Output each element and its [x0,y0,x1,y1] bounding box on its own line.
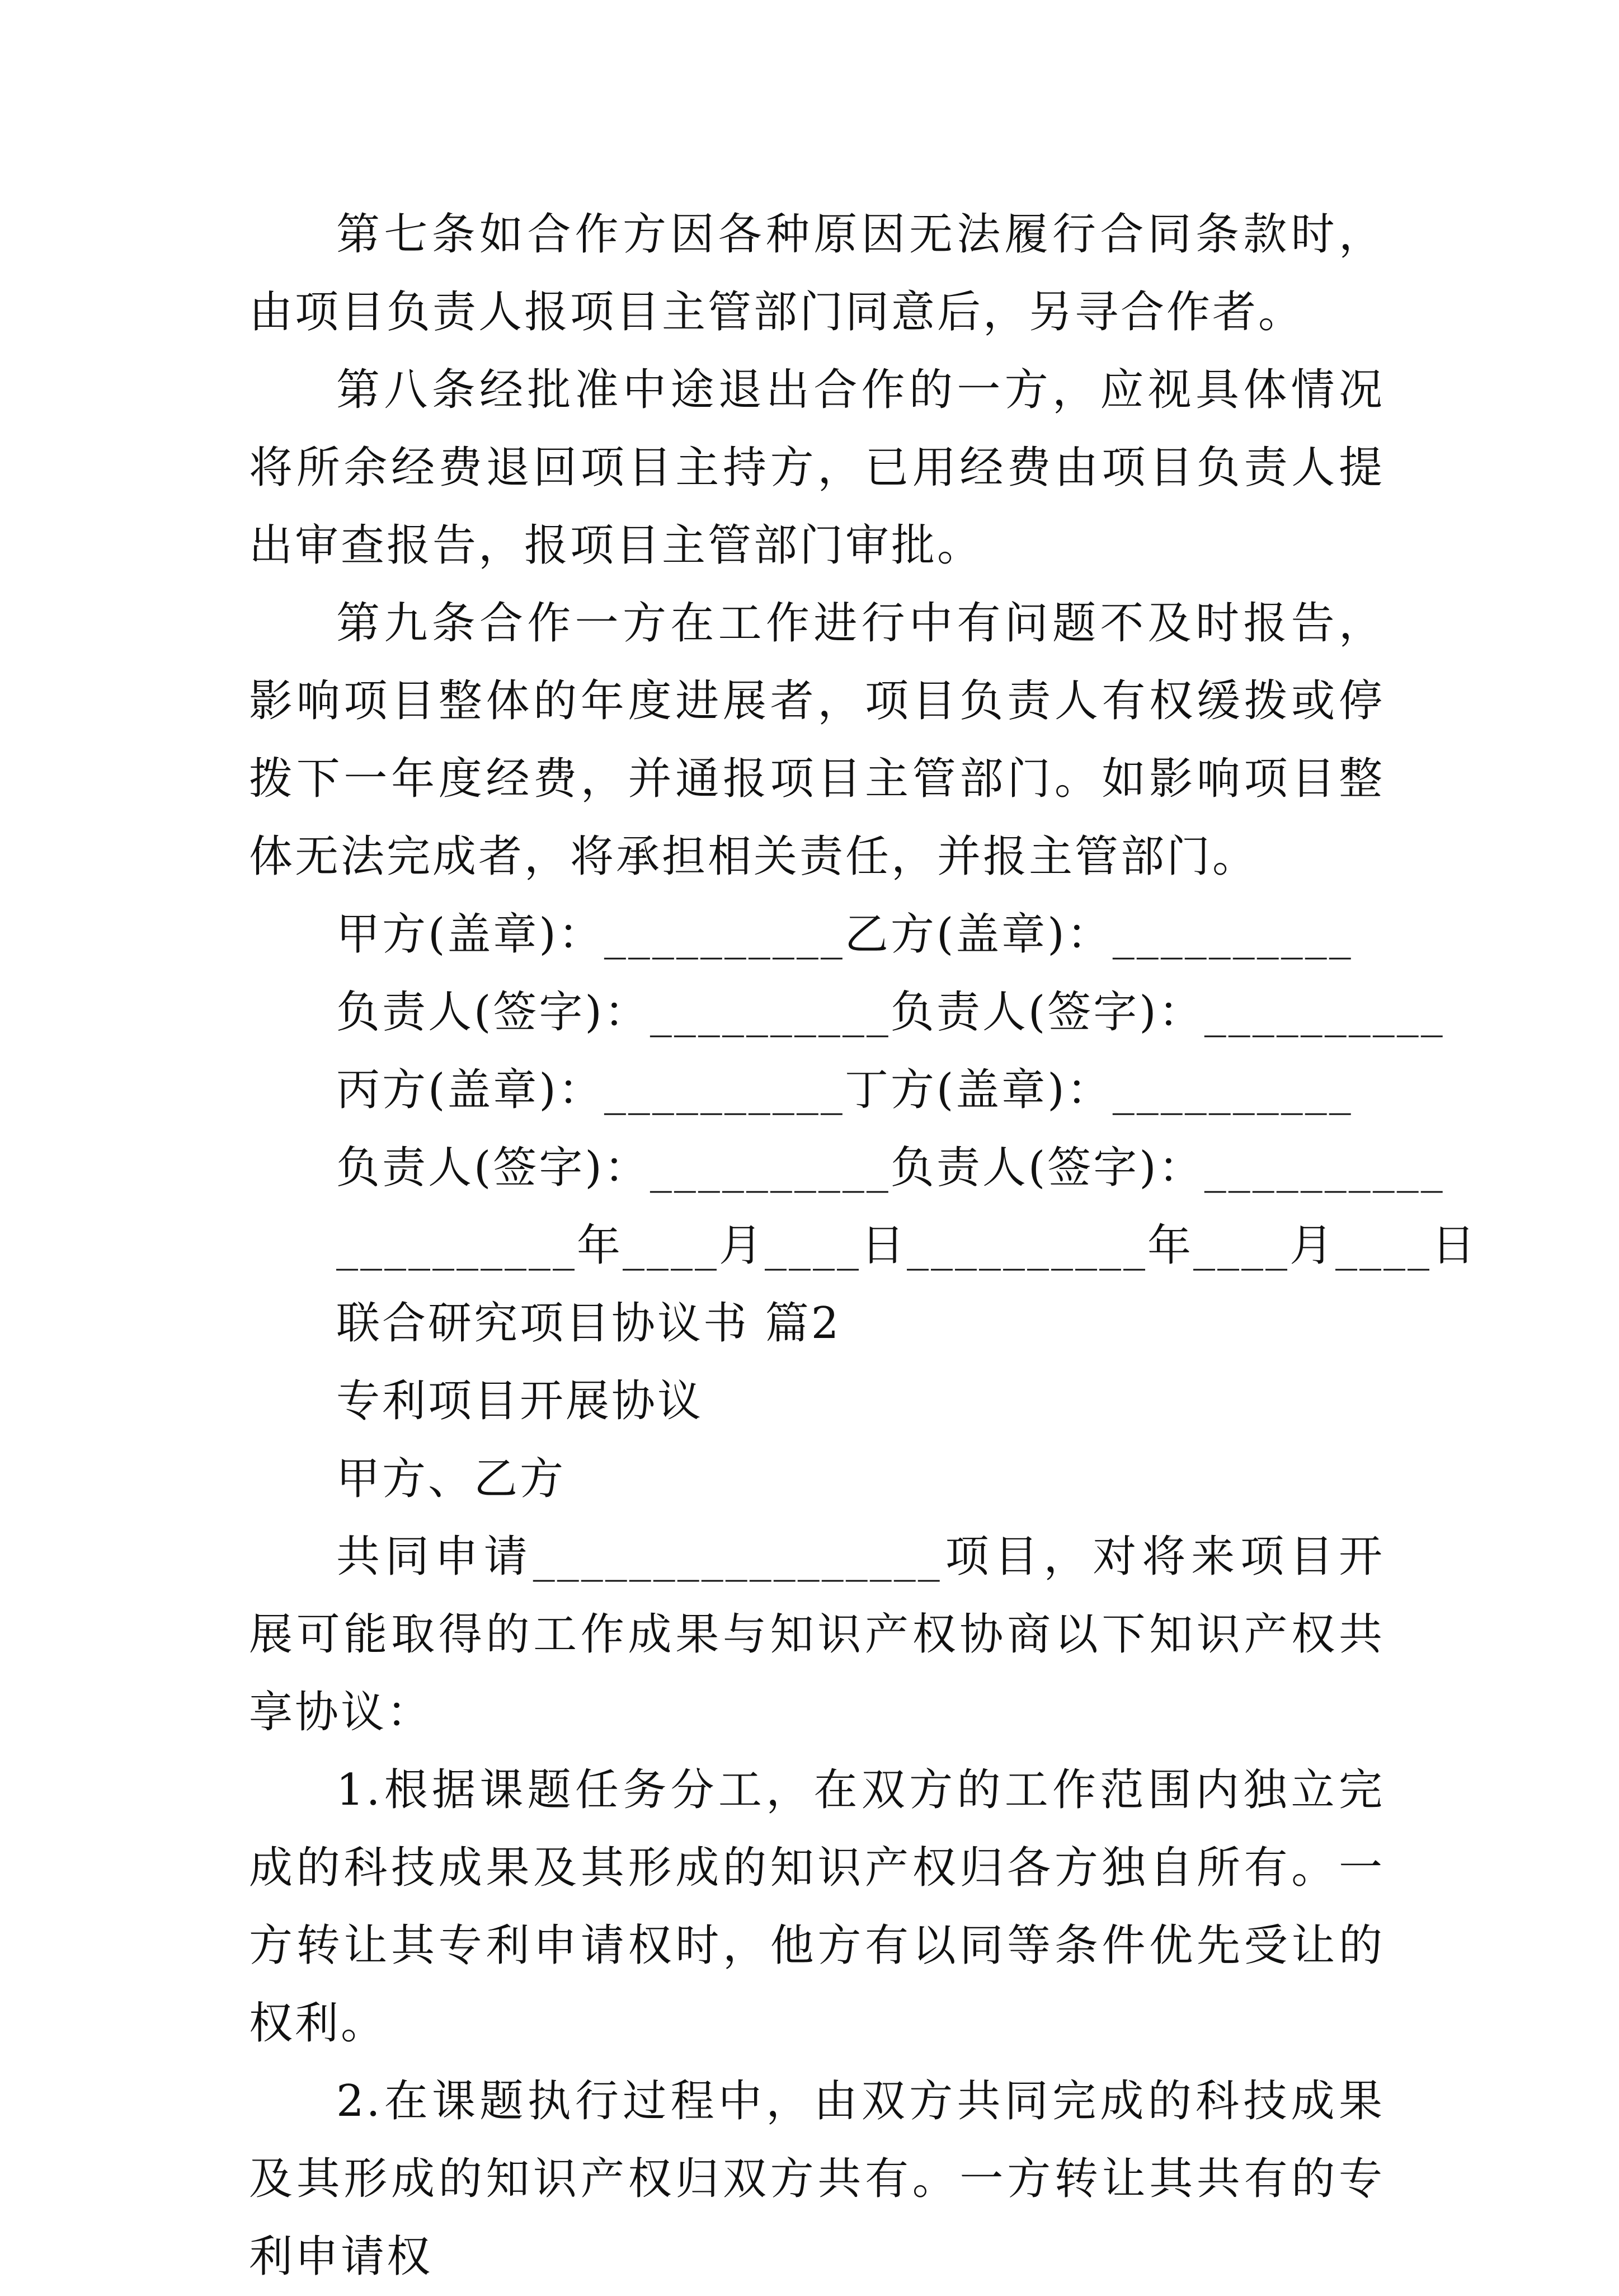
signature-responsible-1: 负责人(签字)：__________负责人(签字)：__________ [336,987,1445,1037]
agreement-title: 专利项目开展协议 [336,1376,704,1426]
article-9: 第九条合作一方在工作进行中有问题不及时报告，影响项目整体的年度进展者，项目负责人有权缓拨或停拨下一年度经费，并通报项目主管部门。如影响项目整体无法完成者，将承担相关责任，并报主管部门。 [249,598,1385,882]
signature-responsible-2: 负责人(签字)：__________负责人(签字)：__________ [336,1143,1445,1193]
agreement-item-2: 2.在课题执行过程中，由双方共同完成的科技成果及其形成的知识产权归双方共有。一方转让其共有的专利申请权 [249,2076,1385,2282]
signature-party-c-d: 丙方(盖章)：__________丁方(盖章)：__________ [336,1065,1353,1115]
article-8: 第八条经批准中途退出合作的一方，应视具体情况将所余经费退回项目主持方，已用经费由项目负责人提出审查报告，报项目主管部门审批。 [249,365,1385,571]
agreement-parties: 甲方、乙方 [336,1454,566,1504]
agreement-intro: 共同申请_________________项目，对将来项目开展可能取得的工作成果与知识产权协商以下知识产权共享协议： [249,1532,1385,1738]
agreement-item-1: 1.根据课题任务分工，在双方的工作范围内独立完成的科技成果及其形成的知识产权归各方独自所有。一方转让其专利申请权时，他方有以同等条件优先受让的权利。 [249,1765,1385,2049]
article-7: 第七条如合作方因各种原因无法履行合同条款时，由项目负责人报项目主管部门同意后，另寻合作者。 [249,209,1385,337]
signature-party-a-b: 甲方(盖章)：__________乙方(盖章)：__________ [336,909,1353,960]
signature-dates: __________年____月____日__________年____月____日 [336,1220,1478,1271]
section-heading: 联合研究项目协议书 篇2 [336,1298,841,1349]
document-body [249,196,1478,2296]
